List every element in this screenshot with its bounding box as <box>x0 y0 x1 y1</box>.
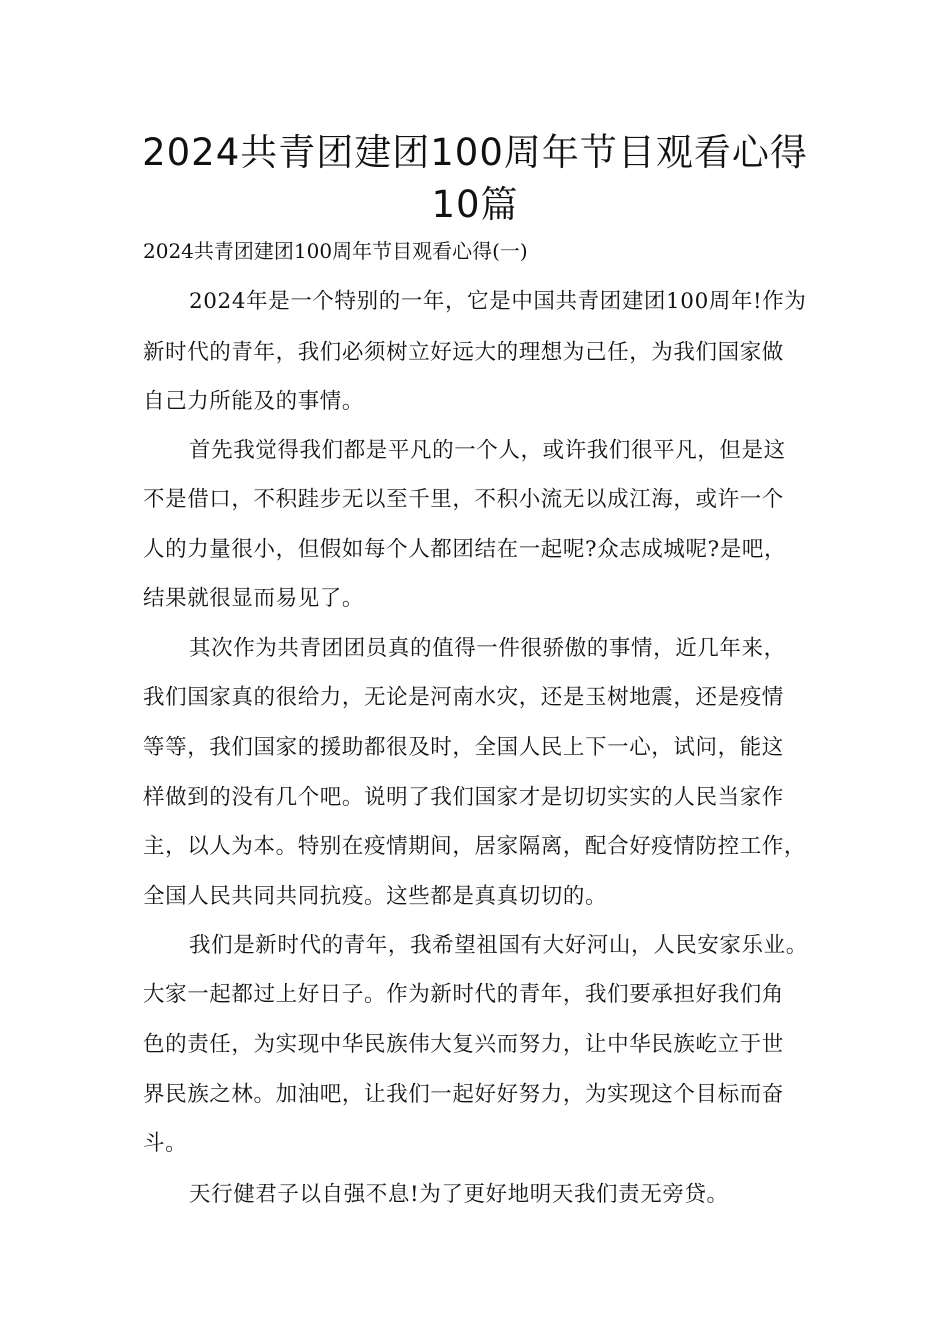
paragraph-line: 样做到的没有几个吧。说明了我们国家才是切切实实的人民当家作 <box>143 785 784 810</box>
paragraph-line: 我们是新时代的青年，我希望祖国有大好河山，人民安家乐业。 <box>189 933 808 958</box>
paragraph-line: 大家一起都过上好日子。作为新时代的青年，我们要承担好我们角 <box>143 982 784 1007</box>
section-heading: 2024共青团建团100周年节目观看心得(一) <box>143 239 528 263</box>
document-title-line-1: 2024共青团建团100周年节目观看心得 <box>142 131 808 174</box>
paragraph-line: 斗。 <box>143 1131 188 1156</box>
paragraph-line: 界民族之林。加油吧，让我们一起好好努力，为实现这个目标而奋 <box>143 1082 784 1107</box>
paragraph-line: 不是借口，不积跬步无以至千里，不积小流无以成江海，或许一个 <box>143 487 784 512</box>
paragraph-line: 结果就很显而易见了。 <box>143 586 365 611</box>
paragraph-line: 其次作为共青团团员真的值得一件很骄傲的事情，近几年来， <box>189 636 786 661</box>
document-title-line-2: 10篇 <box>431 183 519 226</box>
paragraph-line: 人的力量很小，但假如每个人都团结在一起呢?众志成城呢?是吧， <box>143 537 787 562</box>
paragraph-line: 全国人民共同共同抗疫。这些都是真真切切的。 <box>143 884 608 909</box>
paragraph-line: 新时代的青年，我们必须树立好远大的理想为己任，为我们国家做 <box>143 340 784 365</box>
paragraph-line: 我们国家真的很给力，无论是河南水灾，还是玉树地震，还是疫情 <box>143 685 784 710</box>
paragraph-line: 等等，我们国家的援助都很及时，全国人民上下一心，试问，能这 <box>143 735 784 760</box>
paragraph-line: 自己力所能及的事情。 <box>143 389 365 414</box>
paragraph-line: 首先我觉得我们都是平凡的一个人，或许我们很平凡，但是这 <box>189 438 786 463</box>
paragraph-line: 天行健君子以自强不息!为了更好地明天我们责无旁贷。 <box>189 1182 729 1207</box>
paragraph-line: 色的责任，为实现中华民族伟大复兴而努力，让中华民族屹立于世 <box>143 1032 784 1057</box>
paragraph-line: 2024年是一个特别的一年，它是中国共青团建团100周年!作为 <box>189 289 807 314</box>
paragraph-line: 主，以人为本。特别在疫情期间，居家隔离，配合好疫情防控工作， <box>143 834 807 859</box>
